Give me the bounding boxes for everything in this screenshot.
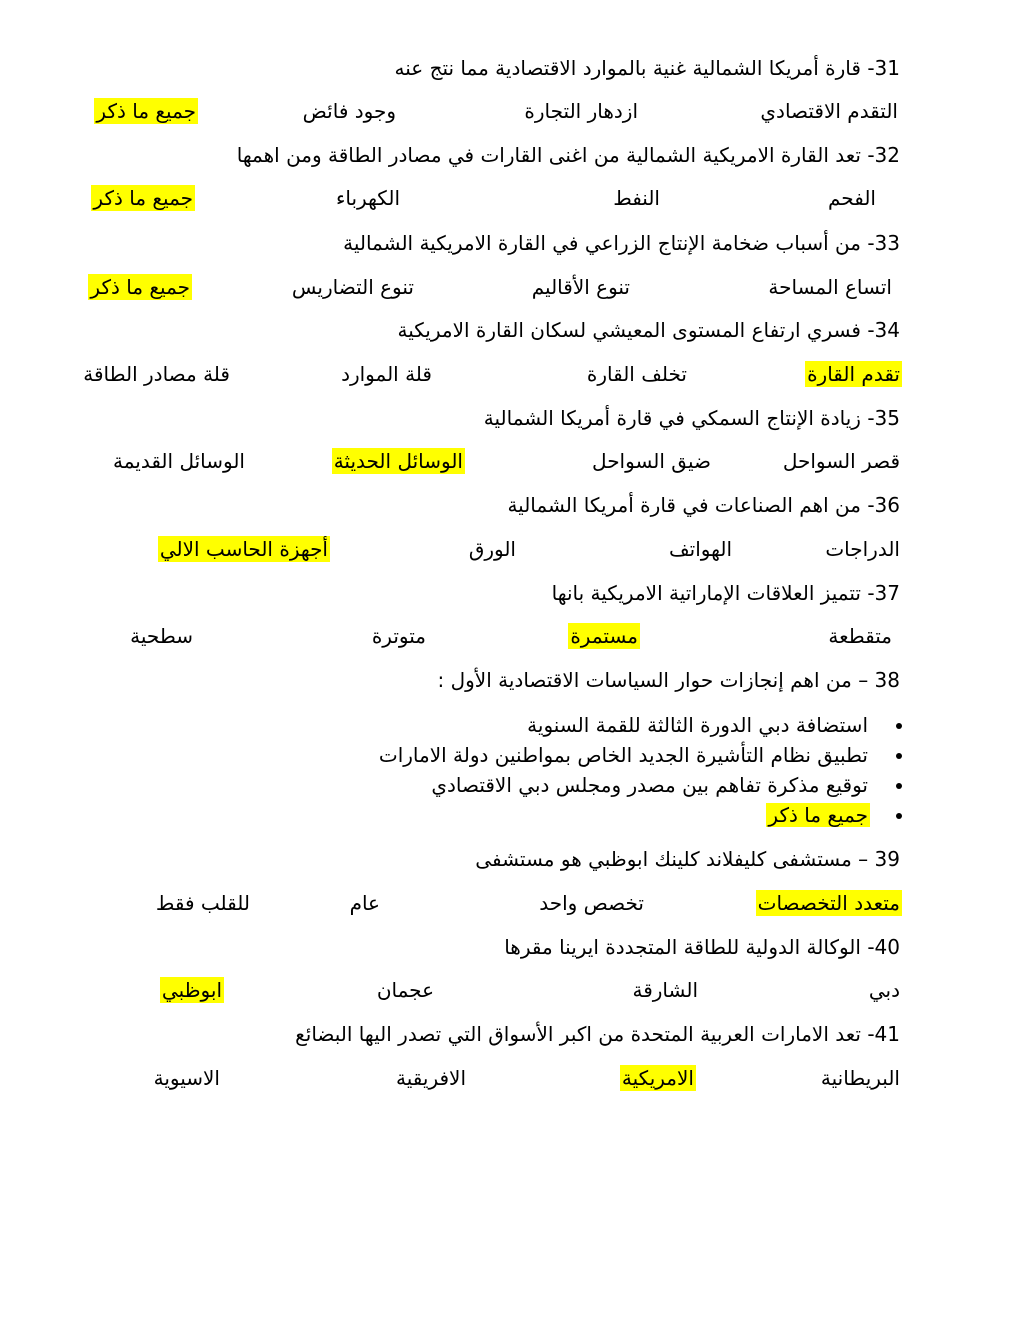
q40-option-4-answer: ابوظبي (161, 978, 222, 1002)
q34-option-2: تخلف القارة (586, 362, 687, 386)
q33-option-4-answer: جميع ما ذكر (90, 275, 190, 299)
question-36: 36- من اهم الصناعات في قارة أمريكا الشمالية (507, 493, 900, 517)
q31-option-4-answer: جميع ما ذكر (96, 99, 196, 123)
question-34: 34- فسري ارتفاع المستوى المعيشي لسكان القارة الامريكية (397, 318, 900, 342)
q31-option-3: وجود فائض (302, 99, 396, 123)
q33-option-1: اتساع المساحة (768, 275, 892, 299)
q36-option-4-answer: أجهزة الحاسب الالي (159, 537, 328, 561)
question-41: 41- تعد الامارات العربية المتحدة من اكبر الأسواق التي تصدر اليها البضائع (295, 1022, 900, 1046)
q35-option-2: ضيق السواحل (592, 449, 711, 473)
question-32: 32- تعد القارة الامريكية الشمالية من اغنى القارات في مصادر الطاقة ومن اهمها (236, 143, 900, 167)
q34-option-3: قلة الموارد (341, 362, 432, 386)
q35-option-3-answer: الوسائل الحديثة (333, 449, 463, 473)
q32-option-2: النفط (613, 186, 660, 210)
question-40: 40- الوكالة الدولية للطاقة المتجددة ايرينا مقرها (504, 935, 900, 959)
q41-option-3: الافريقية (396, 1066, 466, 1090)
q32-option-4-answer: جميع ما ذكر (93, 186, 193, 210)
question-35: 35- زيادة الإنتاج السمكي في قارة أمريكا الشمالية (483, 406, 900, 430)
q36-option-3: الورق (468, 537, 516, 561)
q36-option-1: الدراجات (825, 537, 900, 561)
list-item: توقيع مذكرة تفاهم بين مصدر ومجلس دبي الاقتصادي (377, 770, 870, 800)
q31-option-1: التقدم الاقتصادي (760, 99, 898, 123)
q40-option-3: عجمان (376, 978, 434, 1002)
q35-option-1: قصر السواحل (782, 449, 900, 473)
q37-option-2-answer: مستمرة (570, 624, 638, 648)
question-31: 31- قارة أمريكا الشمالية غنية بالموارد الاقتصادية مما نتج عنه (394, 56, 900, 80)
q41-option-4: الاسيوية (153, 1066, 220, 1090)
q37-option-4: سطحية (130, 624, 193, 648)
q39-option-2: تخصص واحد (539, 891, 644, 915)
bullet-icon (896, 753, 902, 759)
bullet-icon (896, 783, 902, 789)
q40-option-2: الشارقة (632, 978, 698, 1002)
q37-option-3: متوترة (371, 624, 426, 648)
q34-option-1-answer: تقدم القارة (807, 362, 900, 386)
q36-option-2: الهواتف (668, 537, 732, 561)
q39-option-4: للقلب فقط (155, 891, 250, 915)
question-38: 38 – من اهم إنجازات حوار السياسات الاقتصادية الأول : (437, 668, 900, 692)
q32-option-1: الفحم (828, 186, 876, 210)
q34-option-4: قلة مصادر الطاقة (83, 362, 230, 386)
q33-option-3: تنوع التضاريس (291, 275, 414, 299)
bullet-icon (896, 813, 902, 819)
q37-option-1: متقطعة (828, 624, 892, 648)
q41-option-2-answer: الامريكية (621, 1066, 694, 1090)
list-item: استضافة دبي الدورة الثالثة للقمة السنوية (377, 710, 870, 740)
question-39: 39 – مستشفى كليفلاند كلينك ابوظبي هو مستشفى (475, 847, 900, 871)
q38-bullet-list (377, 710, 870, 830)
list-item: تطبيق نظام التأشيرة الجديد الخاص بمواطنين دولة الامارات (377, 740, 870, 770)
q33-option-2: تنوع الأقاليم (531, 275, 630, 299)
bullet-icon (896, 723, 902, 729)
q31-option-2: ازدهار التجارة (524, 99, 638, 123)
q41-option-1: البريطانية (820, 1066, 900, 1090)
q39-option-1-answer: متعدد التخصصات (757, 891, 900, 915)
q35-option-4: الوسائل القديمة (112, 449, 245, 473)
q39-option-3: عام (349, 891, 380, 915)
q40-option-1: دبي (868, 978, 900, 1002)
question-37: 37- تتميز العلاقات الإماراتية الامريكية بانها (551, 581, 900, 605)
list-item-answer: جميع ما ذكر (377, 800, 870, 830)
q32-option-3: الكهرباء (335, 186, 400, 210)
question-33: 33- من أسباب ضخامة الإنتاج الزراعي في القارة الامريكية الشمالية (343, 231, 900, 255)
